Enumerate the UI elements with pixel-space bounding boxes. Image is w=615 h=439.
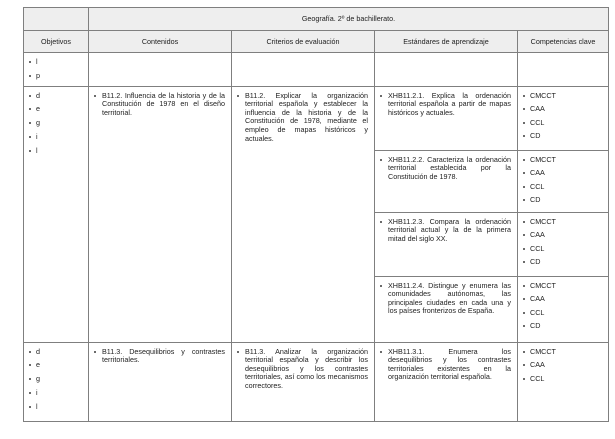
objective-item: i: [29, 389, 84, 398]
intro-objectives-cell: [24, 53, 89, 87]
criteria-cell: [232, 342, 375, 421]
objectives-cell: [24, 86, 89, 342]
competence-item: CCL: [523, 119, 604, 128]
competences-list: [518, 343, 608, 384]
objective-item: e: [29, 105, 84, 114]
content-cell: [89, 342, 232, 421]
standard-text: XHB11.2.4. Distingue y enumera las comunidades autónomas, las principales ciudades en cada una y los países fronterizos de España.: [380, 282, 511, 316]
header-competencias: Competencias clave: [518, 31, 609, 53]
standard-cell: [375, 86, 518, 150]
competence-item: CD: [523, 132, 604, 141]
objective-item: i: [29, 133, 84, 142]
empty-cell: [518, 53, 609, 87]
competence-item: CAA: [523, 361, 604, 370]
curriculum-table: [23, 7, 609, 422]
content-text: B11.3. Desequilibrios y contrastes territoriales.: [94, 348, 225, 365]
competence-item: CMCCT: [523, 282, 604, 291]
competence-item: CCL: [523, 375, 604, 384]
content-cell: [89, 86, 232, 342]
intro-objectives-list: [24, 53, 88, 80]
criteria-text: B11.2. Explicar la organización territorial española y establecer la influencia de la historia y de la Constitución de 1978, mediante el empleo de mapas históricos y actuales.: [237, 92, 368, 144]
objective-item: l: [29, 403, 84, 412]
competence-item: CAA: [523, 105, 604, 114]
competences-cell: [518, 276, 609, 342]
objective-item: d: [29, 348, 84, 357]
competences-cell: [518, 342, 609, 421]
competences-list: [518, 151, 608, 205]
objective-item: p: [29, 72, 84, 81]
objectives-list: [24, 343, 88, 412]
standard-text: XHB11.2.3. Compara la ordenación territorial actual y la de la primera mitad del siglo XX.: [380, 218, 511, 244]
competence-item: CMCCT: [523, 218, 604, 227]
objective-item: l: [29, 147, 84, 156]
objective-item: g: [29, 119, 84, 128]
content-text: B11.2. Influencia de la historia y de la Constitución de 1978 en el diseño territorial.: [94, 92, 225, 118]
competences-cell: [518, 212, 609, 276]
competence-item: CAA: [523, 295, 604, 304]
competences-cell: [518, 86, 609, 150]
standard-cell: [375, 276, 518, 342]
competence-item: CCL: [523, 309, 604, 318]
standard-text: XHB11.3.1. Enumera los desequilibrios y los contrastes territoriales existentes en la organización territorial española.: [380, 348, 511, 382]
objectives-list: [24, 87, 88, 156]
criteria-cell: [232, 86, 375, 342]
competences-cell: [518, 150, 609, 212]
criteria-text: B11.3. Analizar la organización territorial española y describir los desequilibrios y los contrastes territoriales, así como los mecanismos correctores.: [237, 348, 368, 391]
objective-item: l: [29, 58, 84, 67]
competence-item: CD: [523, 196, 604, 205]
competence-item: CMCCT: [523, 92, 604, 101]
competences-list: [518, 277, 608, 331]
competences-list: [518, 213, 608, 267]
objective-item: g: [29, 375, 84, 384]
empty-cell: [89, 53, 232, 87]
competence-item: CD: [523, 322, 604, 331]
objective-item: e: [29, 361, 84, 370]
empty-cell: [375, 53, 518, 87]
header-criterios: Criterios de evaluación: [232, 31, 375, 53]
competence-item: CCL: [523, 183, 604, 192]
header-objetivos: Objetivos: [24, 31, 89, 53]
standard-text: XHB11.2.2. Caracteriza la ordenación territorial establecida por la Constitución de 1978.: [380, 156, 511, 182]
competence-item: CMCCT: [523, 156, 604, 165]
header-blank-cell: [24, 8, 89, 31]
empty-cell: [232, 53, 375, 87]
header-contenidos: Contenidos: [89, 31, 232, 53]
standard-cell: [375, 150, 518, 212]
competence-item: CD: [523, 258, 604, 267]
competence-item: CMCCT: [523, 348, 604, 357]
standard-cell: [375, 212, 518, 276]
objective-item: d: [29, 92, 84, 101]
competences-list: [518, 87, 608, 141]
standard-cell: [375, 342, 518, 421]
competence-item: CCL: [523, 245, 604, 254]
competence-item: CAA: [523, 169, 604, 178]
standard-text: XHB11.2.1. Explica la ordenación territorial española a partir de mapas históricos y actuales.: [380, 92, 511, 118]
objectives-cell: [24, 342, 89, 421]
competence-item: CAA: [523, 231, 604, 240]
header-estandares: Estándares de aprendizaje: [375, 31, 518, 53]
table-title: Geografía. 2º de bachillerato.: [89, 8, 609, 31]
